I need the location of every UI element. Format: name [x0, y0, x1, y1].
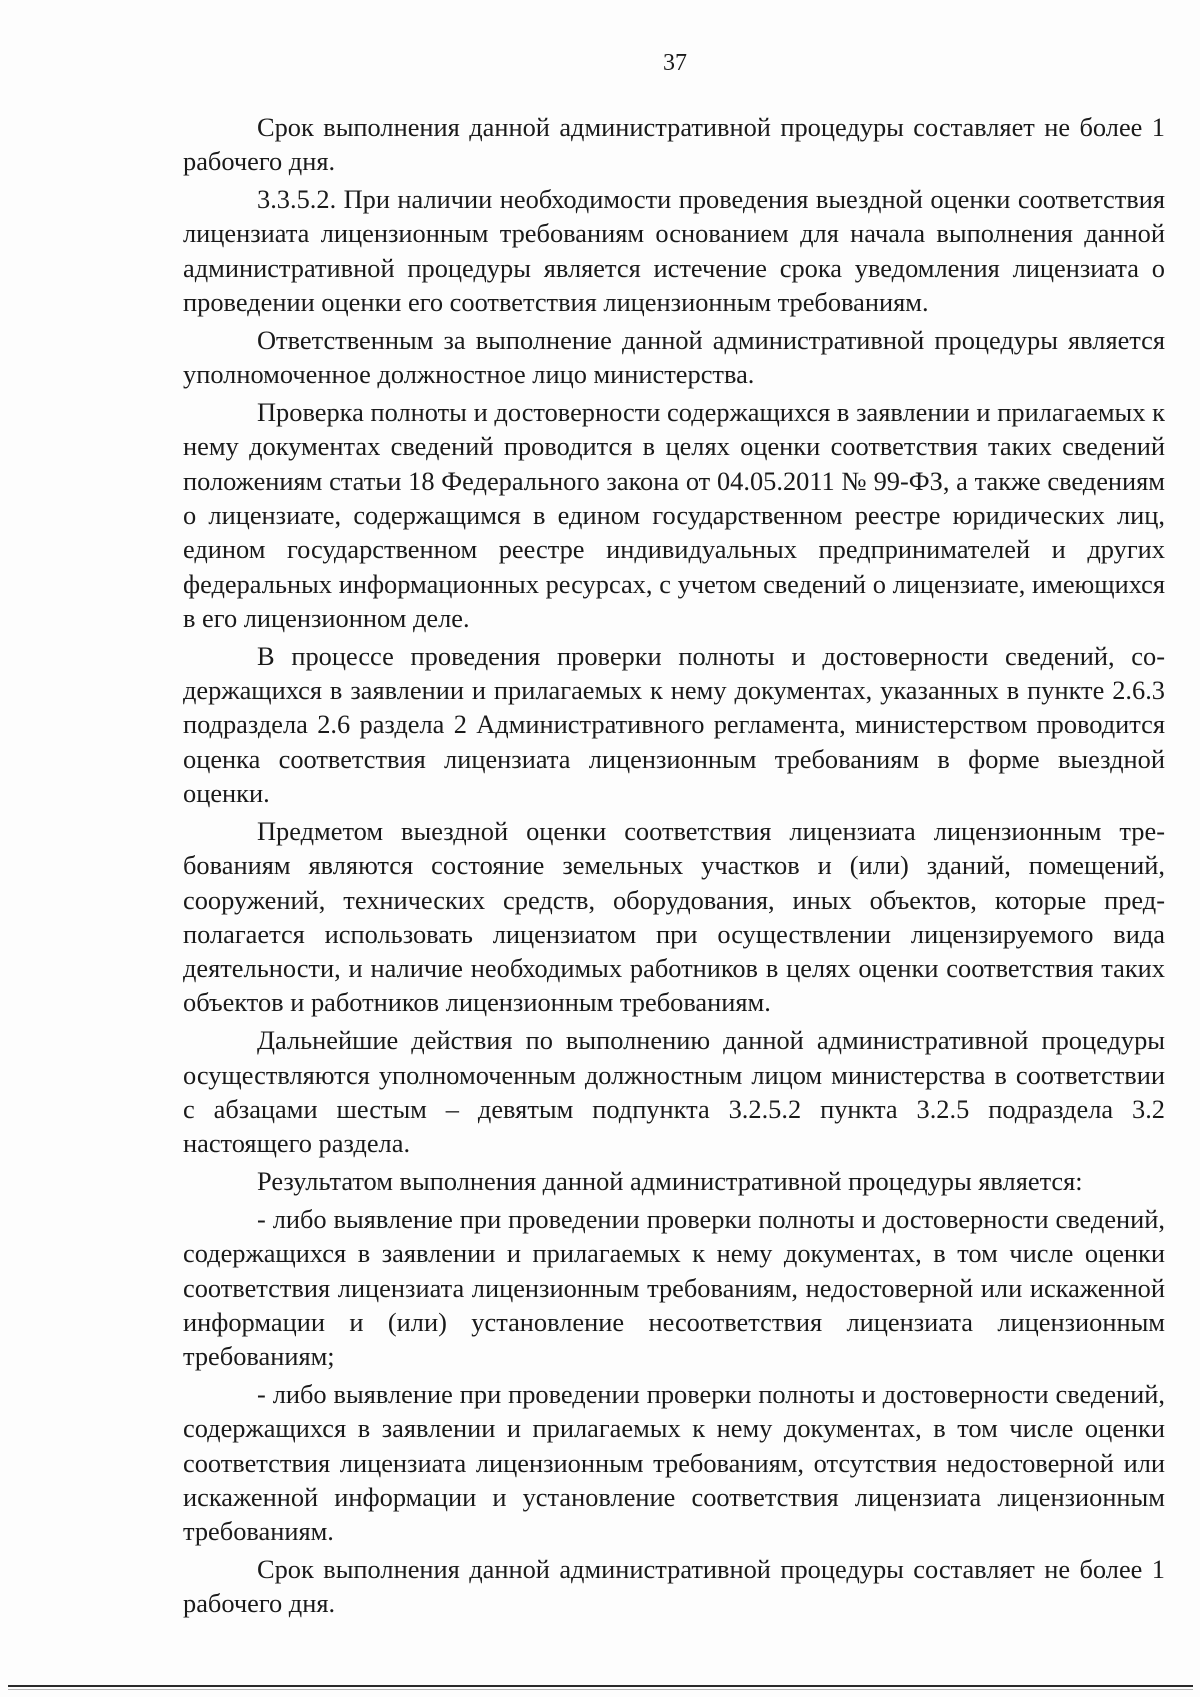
paragraph: Ответственным за выполнение данной административной процедуры является уполномоченное должностное лицо министерства.	[183, 324, 1165, 390]
paragraph: Срок выполнения данной административной процедуры составляет не более 1 рабочего дня.	[183, 1554, 1165, 1619]
scan-edge-line-faint	[8, 1689, 1193, 1690]
paragraph: В процессе проведения проверки полноты и достоверности сведений, содержащихся в заявлении и прилагаемых к нему документах, указанных в пункте 2.6.3 подраздела 2.6 раздела 2 Административного регламента, министерством проводится оценка соответствия лицензиата лицензионным требованиям в форме выездной оценки.	[183, 640, 1165, 809]
paragraph: Срок выполнения данной административной процедуры составляет не более 1 рабочего дня.	[183, 112, 1165, 177]
scan-edge-line	[8, 1685, 1193, 1687]
paragraph: Дальнейшие действия по выполнению данной административной процедуры осуществляются уполномоченным должностным лицом министерства в соответствии с абзацами шестым – девятым подпункта 3.2.5.2 пункта 3.2.5 подраздела 3.2 настоящего раздела.	[183, 1025, 1165, 1159]
document-body	[183, 110, 1165, 1624]
paragraph: 3.3.5.2. При наличии необходимости проведения выездной оценки соответствия лицензиата лицензионным требованиям основанием для начала выполнения данной административной процедуры является истечение срока уведомления лицензиата о проведении оценки его соответствия лицензионным требованиям.	[183, 184, 1165, 318]
paragraph: Предметом выездной оценки соответствия лицензиата лицензионным требованиям являются состояние земельных участков и (или) зданий, помещений, сооружений, технических средств, оборудования, иных объектов, которые предполагается использовать лицензиатом при осуществлении лицензируемого вида деятельности, и наличие необходимых работников в целях оценки соответствия таких объектов и работников лицензионным требованиям.	[183, 815, 1165, 1018]
list-item: - либо выявление при проведении проверки полноты и достоверности сведений, содержащихся в заявлении и прилагаемых к нему документах, в том числе оценки соответствия лицензиата лицензионным требованиям, отсутствия недостоверной или искаженной информации и установление соответствия лицензиата лицензионным требованиям.	[183, 1379, 1165, 1547]
page-number: 37	[663, 50, 687, 76]
list-item: - либо выявление при проведении проверки полноты и достоверности сведений, содержащихся в заявлении и прилагаемых к нему документах, в том числе оценки соответствия лицензиата лицензионным требованиям, недостоверной или искаженной информации и (или) установление несоответствия лицензиата лицензионным требованиям;	[183, 1203, 1165, 1372]
paragraph: Проверка полноты и достоверности содержащихся в заявлении и прилагаемых к нему документах сведений проводится в целях оценки соответствия таких сведений положениям статьи 18 Федерального закона от 04.05.2011 № 99-ФЗ, а также сведениям о лицензиате, содержащимся в едином государственном реестре юридических лиц, едином государственном реестре индивидуальных предпринимателей и других федеральных информационных ресурсах, с учетом сведений о лицензиате, имеющихся в его лицензионном деле.	[183, 397, 1165, 633]
paragraph: Результатом выполнения данной административной процедуры является:	[257, 1166, 1083, 1197]
